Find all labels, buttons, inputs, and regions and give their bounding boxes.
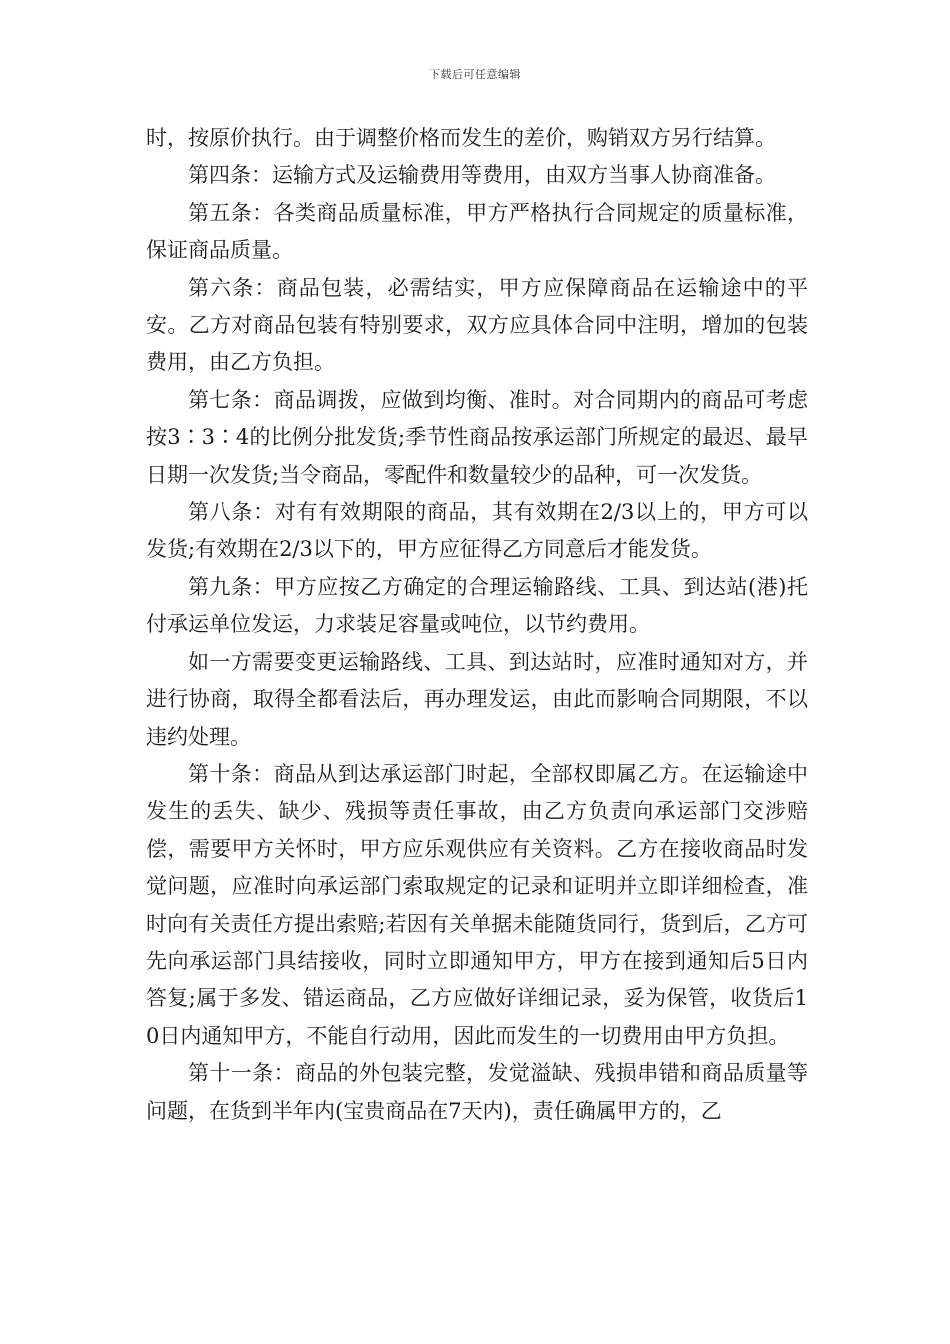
paragraph-article-11: 第十一条：商品的外包装完整，发觉溢缺、残损串错和商品质量等问题，在货到半年内(宝贵商品在7天内)，责任确属甲方的，乙 xyxy=(146,1061,808,1123)
paragraph-article-6: 第六条：商品包装，必需结实，甲方应保障商品在运输途中的平安。乙方对商品包装有特别要求，双方应具体合同中注明，增加的包装费用，由乙方负担。 xyxy=(146,275,808,375)
paragraph-article-5: 第五条：各类商品质量标准，甲方严格执行合同规定的质量标准，保证商品质量。 xyxy=(146,200,808,263)
paragraph-article-7: 第七条：商品调拨，应做到均衡、准时。对合同期内的商品可考虑按3∶3∶4的比例分批发货;季节性商品按承运部门所规定的最迟、最早日期一次发货;当令商品，零配件和数量较少的品种，可一次发货。 xyxy=(146,387,808,487)
paragraph-article-8: 第八条：对有有效期限的商品，其有效期在2/3以上的，甲方可以发货;有效期在2/3以下的，甲方应征得乙方同意后才能发货。 xyxy=(146,500,808,562)
paragraph-article-10: 第十条：商品从到达承运部门时起，全部权即属乙方。在运输途中发生的丢失、缺少、残损等责任事故，由乙方负责向承运部门交涉赔偿，需要甲方关怀时，甲方应乐观供应有关资料。乙方在接收商品时发觉问题，应准时向承运部门索取规定的记录和证明并立即详细检查，准时向有关责任方提出索赔;若因有关单据未能随货同行，货到后，乙方可先向承运部门具结接收，同时立即通知甲方，甲方在接到通知后5日内答复;属于多发、错运商品，乙方应做好详细记录，妥为保管，收货后10日内通知甲方，不能自行动用，因此而发生的一切费用由甲方负担。 xyxy=(146,761,808,1048)
paragraph-article-9-continued: 如一方需要变更运输路线、工具、到达站时，应准时通知对方，并进行协商，取得全都看法后，再办理发运，由此而影响合同期限，不以违约处理。 xyxy=(146,649,808,749)
paragraph-article-9: 第九条：甲方应按乙方确定的合理运输路线、工具、到达站(港)托付承运单位发运，力求装足容量或吨位，以节约费用。 xyxy=(146,574,808,637)
paragraph: 时，按原价执行。由于调整价格而发生的差价，购销双方另行结算。 xyxy=(146,126,776,150)
paragraph-article-4: 第四条：运输方式及运输费用等费用，由双方当事人协商准备。 xyxy=(188,163,776,188)
page-header: 下载后可任意编辑 xyxy=(429,68,521,81)
document-body xyxy=(146,120,808,1130)
